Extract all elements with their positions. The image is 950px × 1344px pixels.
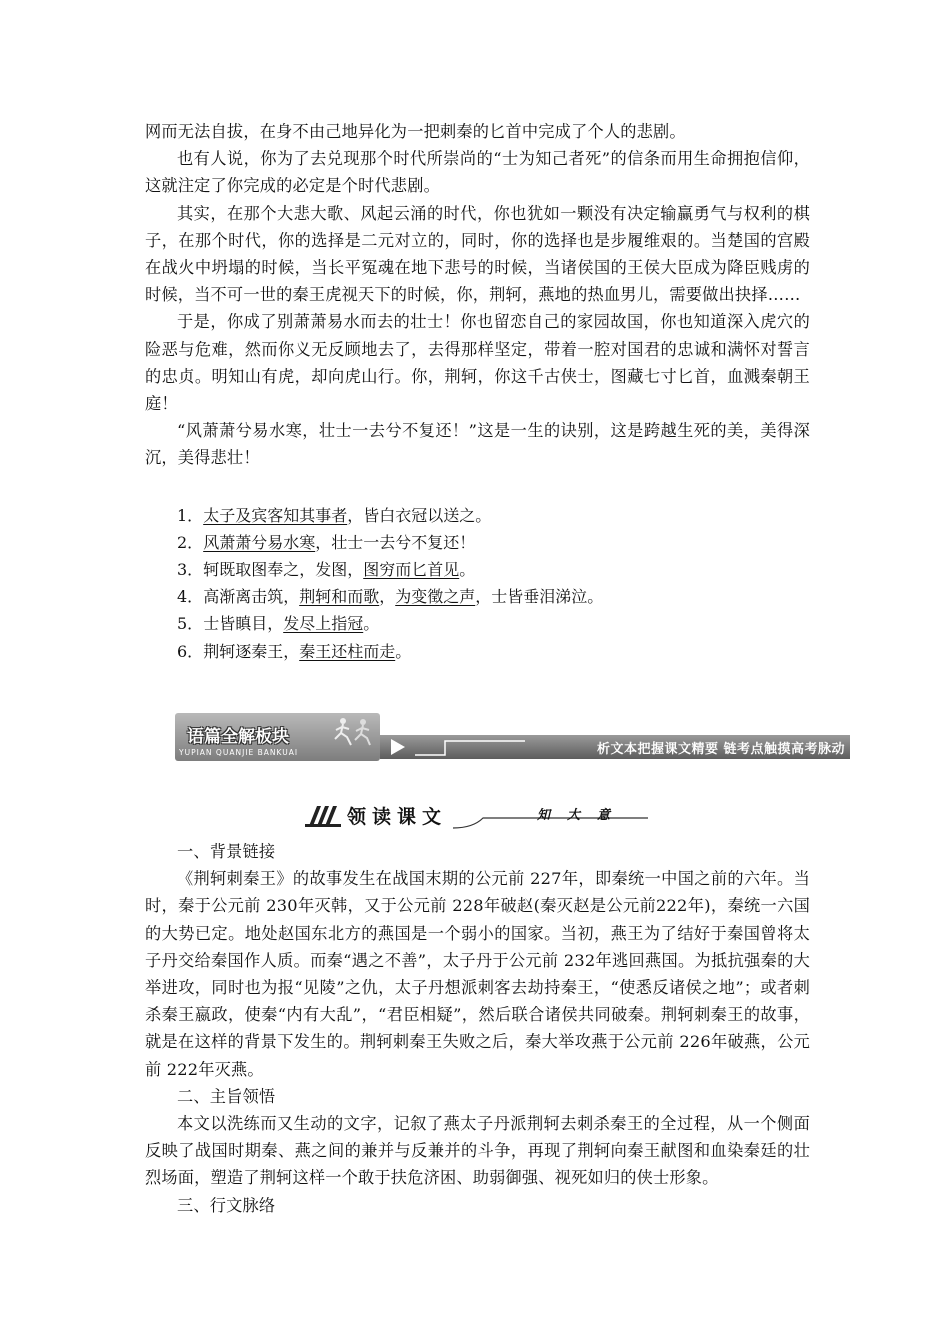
decorative-line bbox=[453, 800, 648, 832]
paragraph: “风萧萧兮易水寒，壮士一去兮不复还！”这是一生的诀别，这是跨越生死的美，美得深沉，美得悲壮！ bbox=[145, 421, 810, 468]
sentence-text: ，士皆垂泪涕泣。 bbox=[475, 587, 604, 607]
underlined-phrase: 太子及宾客知其事者 bbox=[203, 505, 348, 525]
reading-guide bbox=[145, 838, 810, 1219]
play-arrow-icon bbox=[385, 735, 411, 759]
underlined-phrase: 为变徵之声 bbox=[395, 587, 476, 607]
section-title: 领读课文 bbox=[347, 806, 448, 828]
sentence-text: 轲既取图奉之，发图， bbox=[203, 560, 364, 580]
sentence-text: 士皆瞋目， bbox=[203, 614, 284, 634]
section-small-char: 知 bbox=[537, 808, 551, 823]
paragraph: 网而无法自拔，在身不由己地异化为一把刺秦的匕首中完成了个人的悲剧。 bbox=[145, 122, 686, 141]
sentence-text: ，壮士一去兮不复还！ bbox=[315, 532, 476, 552]
underlined-phrase: 荆轲和而歌 bbox=[299, 587, 380, 607]
sentence-number: 6． bbox=[177, 641, 204, 661]
sentence-text: ，皆白衣冠以送之。 bbox=[347, 505, 492, 525]
paragraph: 本文以洗练而又生动的文字，记叙了燕太子丹派荆轲去刺杀秦王的全过程，从一个侧面反映了战国时期秦、燕之间的兼并与反兼并的斗争，再现了荆轲向秦王献图和血染秦廷的壮烈场面，塑造了荆轲这样一个敢于扶危济困、助弱御强、视死如归的侠士形象。 bbox=[145, 1114, 810, 1188]
sentence-number: 2． bbox=[177, 532, 204, 552]
subheading-background: 一、背景链接 bbox=[177, 842, 276, 861]
sentence-number: 4． bbox=[177, 587, 204, 607]
section-heading bbox=[305, 800, 645, 832]
sentence-text: 。 bbox=[363, 614, 380, 634]
paragraph: 于是，你成了别萧萧易水而去的壮士！你也留恋自己的家园故国，你也知道深入虎穴的险恶与危难，然而你义无反顾地去了，去得那样坚定，带着一腔对国君的忠诚和满怀对誓言的忠贞。明知山有虎，却向虎山行。你，荆轲，你这千古侠士，图藏七寸匕首，血溅秦朝王庭！ bbox=[145, 312, 810, 414]
sentence-text: 。 bbox=[395, 641, 412, 661]
underlined-phrase: 图穷而匕首见 bbox=[363, 560, 460, 580]
section-small-char: 大 bbox=[567, 808, 581, 823]
sentence-text: ， bbox=[379, 587, 396, 607]
sentence-number: 1． bbox=[177, 505, 204, 525]
sentence-item bbox=[145, 583, 810, 610]
sentence-item bbox=[145, 610, 810, 637]
step-line-icon bbox=[415, 735, 525, 759]
sentence-item bbox=[145, 529, 810, 556]
subheading-theme: 二、主旨领悟 bbox=[177, 1086, 276, 1106]
banner-badge bbox=[175, 713, 380, 761]
sentence-item bbox=[145, 556, 810, 583]
sentence-number: 5． bbox=[177, 614, 204, 634]
section-banner bbox=[175, 713, 850, 761]
essay-section bbox=[145, 118, 810, 665]
sentence-text: 。 bbox=[459, 560, 476, 580]
underlined-phrase: 风萧萧兮易水寒 bbox=[203, 532, 316, 552]
banner-subtitle: YUPIAN QUANJIE BANKUAI bbox=[179, 748, 299, 757]
essay-paragraphs bbox=[145, 118, 810, 472]
paragraph: 其实，在那个大悲大歌、风起云涌的时代，你也犹如一颗没有决定输赢勇气与权利的棋子，在那个时代，你的选择是二元对立的，同时，你的选择也是步履维艰的。当楚国的宫殿在战火中坍塌的时候，当长平冤魂在地下悲号的时候，当诸侯国的王侯大臣成为降臣贱虏的时候，当不可一世的秦王虎视天下的时候，你，荆轲，燕地的热血男儿，需要做出抉择…… bbox=[145, 203, 810, 305]
section-small-char: 意 bbox=[597, 808, 611, 823]
paragraph: 也有人说，你为了去兑现那个时代所崇尚的“士为知己者死”的信条而用生命拥抱信仰，这就注定了你完成的必定是个时代悲剧。 bbox=[145, 149, 810, 196]
runner-icon bbox=[325, 715, 377, 747]
underlined-phrase: 秦王还柱而走 bbox=[299, 641, 396, 661]
paragraph: 《荆轲刺秦王》的故事发生在战国末期的公元前 227年，即秦统一中国之前的六年。当时，秦于公元前 230年灭韩，又于公元前 228年破赵(秦灭赵是公元前222年)，秦统一六国的大势已定。地处赵国东北方的燕国是一个弱小的国家。当初，燕王为了结好于秦国曾将太子丹交给秦国作人质。而秦“遇之不善”，太子丹于公元前 232年逃回燕国。为抵抗强秦的大举进攻，同时也为报“见陵”之仇，太子丹想派刺客去劫持秦王，“使悉反诸侯之地”；或者刺杀秦王嬴政，使秦“内有大乱”，“君臣相疑”，然后联合诸侯共同破秦。荆轲刺秦王的故事，就是在这样的背景下发生的。荆轲刺秦王失败之后，秦大举攻燕于公元前 226年破燕，公元前 222年灭燕。 bbox=[145, 869, 810, 1079]
sentence-list bbox=[145, 502, 810, 665]
sentence-text: 荆轲逐秦王， bbox=[203, 641, 300, 661]
banner-title: 语篇全解板块 bbox=[187, 727, 289, 747]
banner-slogan: 析文本把握课文精要 链考点触摸高考脉动 bbox=[596, 742, 845, 757]
sentence-item bbox=[145, 502, 810, 529]
subheading-structure: 三、行文脉络 bbox=[177, 1195, 276, 1215]
sentence-item bbox=[145, 638, 810, 665]
sentence-text: 高渐离击筑， bbox=[203, 587, 300, 607]
sentence-number: 3． bbox=[177, 560, 204, 580]
stripes-icon bbox=[305, 804, 341, 828]
underlined-phrase: 发尽上指冠 bbox=[283, 614, 364, 634]
